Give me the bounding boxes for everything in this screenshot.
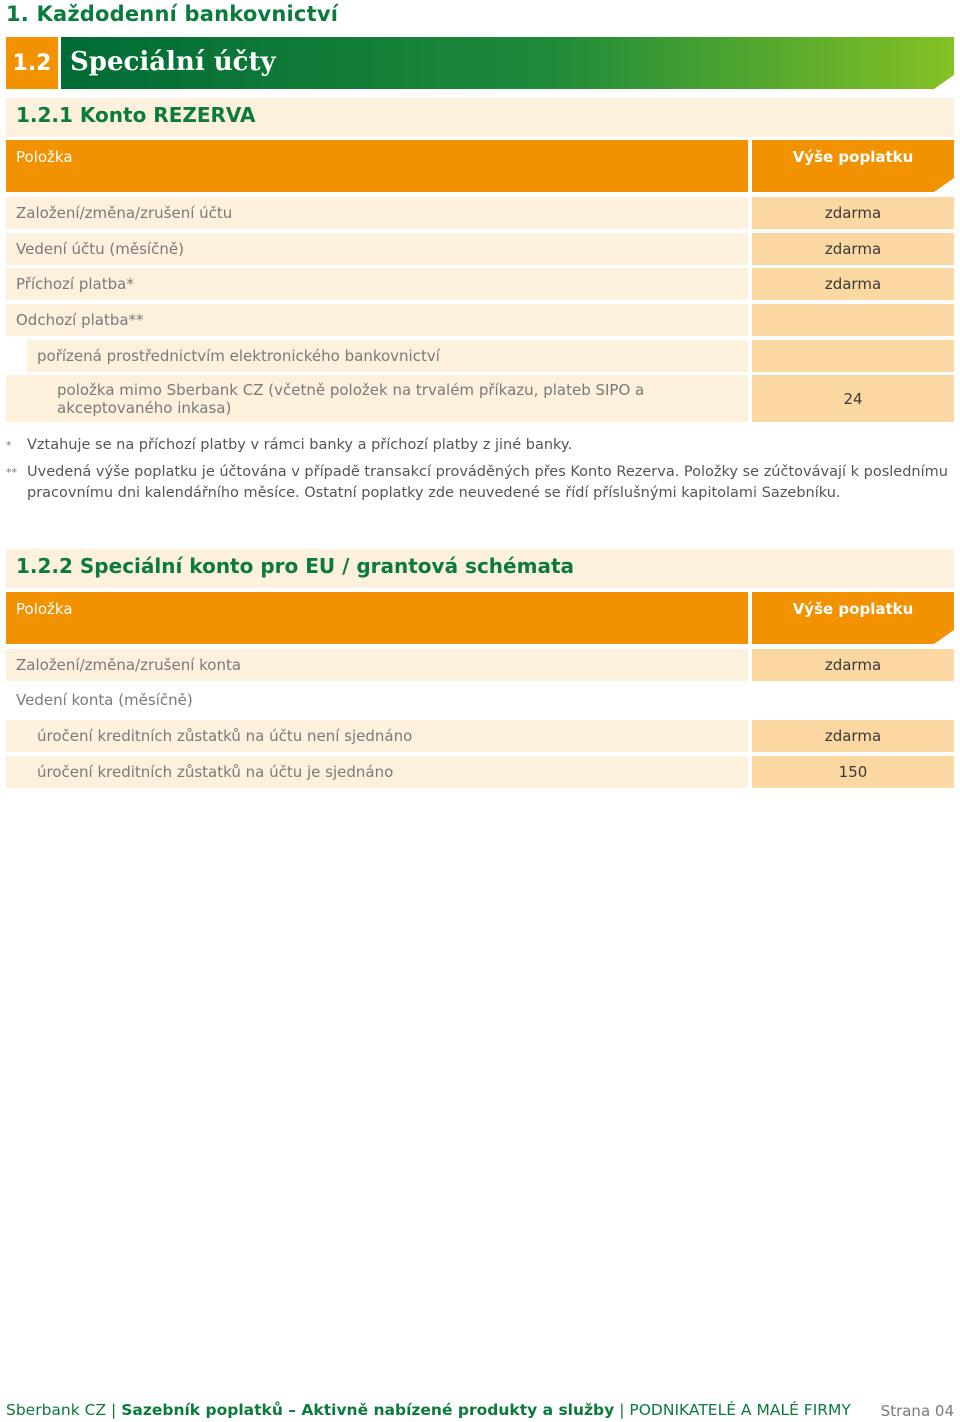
table-row (6, 268, 748, 300)
column-header-item (6, 592, 748, 644)
subsection-heading (6, 549, 954, 588)
row-fee: zdarma (752, 649, 954, 681)
column-header-fee (752, 140, 954, 192)
page-footer (6, 1401, 954, 1419)
row-fee: zdarma (752, 233, 954, 265)
footnote (6, 462, 956, 504)
section-header (6, 37, 954, 89)
footer-segment: PODNIKATELÉ A MALÉ FIRMY (629, 1401, 851, 1419)
column-header-item (6, 140, 748, 192)
table-row (6, 756, 748, 788)
row-fee (752, 340, 954, 372)
column-header-label: Položka (16, 148, 73, 166)
corner-notch (934, 630, 954, 644)
table-row (6, 720, 748, 752)
subsection-title: 1.2.2 Speciální konto pro EU / grantová schémata (16, 554, 574, 578)
footnote-text: Vztahuje se na příchozí platby v rámci banky a příchozí platby z jiné banky. (27, 437, 573, 453)
table-row (6, 304, 748, 336)
corner-notch (934, 178, 954, 192)
section-title: Speciální účty (70, 47, 276, 77)
row-fee: zdarma (752, 720, 954, 752)
chapter-title: 1. Každodenní bankovnictví (6, 2, 339, 26)
footer-brand: Sberbank CZ (6, 1401, 107, 1419)
table-row (6, 649, 748, 681)
row-item: úročení kreditních zůstatků na účtu je sjednáno (37, 763, 394, 781)
row-item: Odchozí platba** (16, 311, 144, 329)
row-item: Vedení konta (měsíčně) (16, 691, 193, 709)
row-item: Založení/změna/zrušení účtu (16, 204, 233, 222)
row-fee (752, 304, 954, 336)
footer-separator: | (619, 1401, 625, 1419)
footnote-mark: ** (6, 466, 17, 479)
page-number: Strana 04 (880, 1402, 954, 1420)
row-fee: 24 (752, 375, 954, 422)
footnote (6, 435, 956, 456)
table-row (6, 233, 748, 265)
column-header-fee (752, 592, 954, 644)
row-fee: 150 (752, 756, 954, 788)
column-header-label: Výše poplatku (792, 600, 914, 618)
table-row (6, 197, 748, 229)
row-fee: zdarma (752, 197, 954, 229)
table-row (27, 340, 748, 372)
row-item: Příchozí platba* (16, 275, 134, 293)
footer-separator: | (111, 1401, 117, 1419)
table-row (6, 375, 748, 422)
column-header-label: Výše poplatku (792, 148, 914, 166)
row-item: úročení kreditních zůstatků na účtu není sjednáno (37, 727, 413, 745)
row-item: Vedení účtu (měsíčně) (16, 240, 184, 258)
row-item: pořízená prostřednictvím elektronického bankovnictví (37, 347, 440, 365)
row-item: Založení/změna/zrušení konta (16, 656, 242, 674)
footer-title: Sazebník poplatků – Aktivně nabízené produkty a služby (121, 1401, 615, 1419)
subsection-title: 1.2.1 Konto REZERVA (16, 103, 256, 127)
section-number: 1.2 (6, 37, 58, 89)
row-fee: zdarma (752, 268, 954, 300)
table-row (6, 684, 748, 716)
section-title-bar (61, 37, 954, 89)
row-item: položka mimo Sberbank CZ (včetně položek na trvalém příkazu, plateb SIPO a akceptovaného inkasa) (57, 380, 645, 417)
column-header-label: Položka (16, 600, 73, 618)
subsection-heading (6, 98, 954, 137)
footnote-mark: * (6, 439, 12, 452)
footnote-text: Uvedená výše poplatku je účtována v případě transakcí prováděných přes Konto Rezerva. Položky se zúčtovávají k poslednímu pracovnímu dni kalendářního měsíce. Ostatní poplatky zde neuvedené se řídí příslušnými kapitolami Sazebníku. (27, 464, 948, 501)
corner-notch (934, 75, 954, 89)
